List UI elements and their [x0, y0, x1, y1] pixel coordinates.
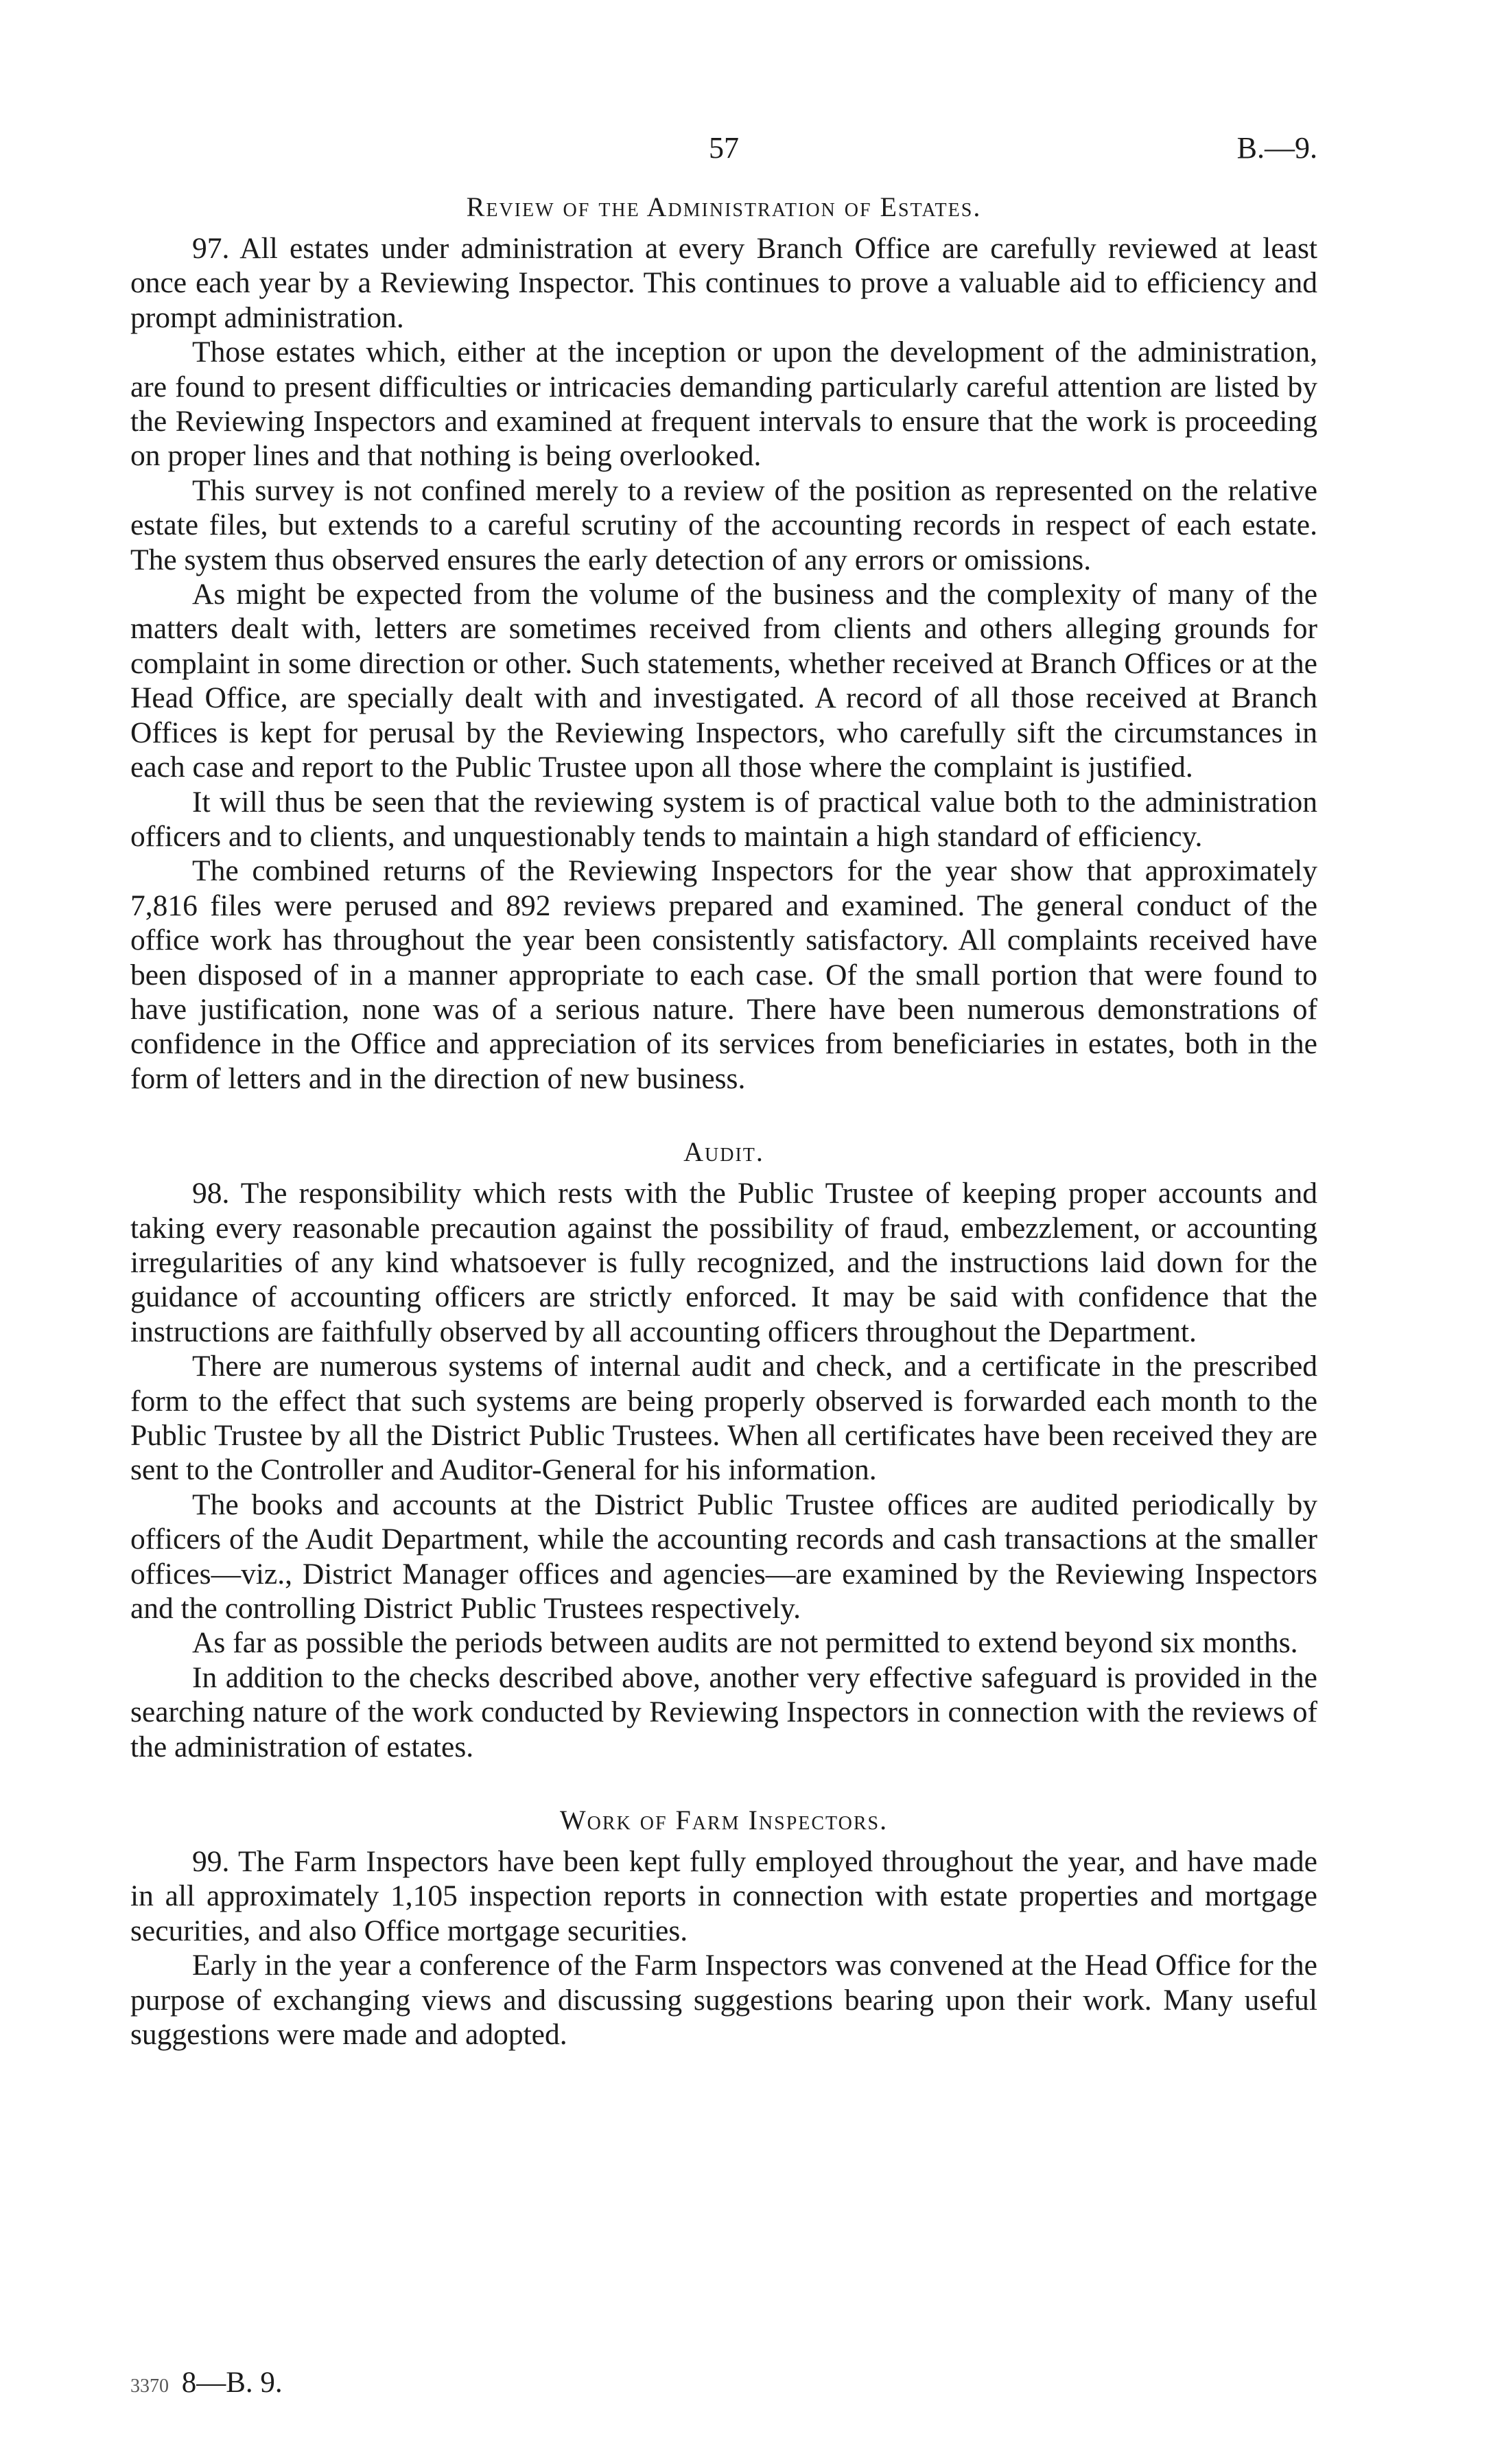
paragraph: As might be expected from the volume of the business and the complexity of many of the matters dealt with, letters are sometimes received from clients and others alleging grounds for complaint in some direction or other. Such statements, whether received at Branch Offices or at the Head Office, are specially dealt with and investigated. A record of all those received at Branch Offices is kept for perusal by the Reviewing Inspectors, who carefully sift the circumstances in each case and report to the Public Trustee upon all those where the complaint is justified. [130, 578, 1317, 784]
section-heading: Audit. [683, 1136, 764, 1168]
paragraph: 98. The responsibility which rests with the Public Trustee of keeping proper accounts and taking every reasonable precaution against the possibility of fraud, embezzlement, or accounting irregularities of any kind whatsoever is fully recognized, and the instructions laid down for the guidance of accounting officers are strictly enforced. It may be said with confidence that the instructions are faithfully observed by all accounting officers throughout the Department. [130, 1177, 1317, 1348]
paragraph: The combined returns of the Reviewing Inspectors for the year show that approximately 7,816 files were perused and 892 reviews prepared and examined. The general conduct of the office work has throughout the year been consistently satisfactory. All complaints received have been disposed of in a manner appropriate to each case. Of the small portion that were found to have justification, none was of a serious nature. There have been numerous demonstrations of confidence in the Office and appreciation of its services from beneficiaries in estates, both in the form of letters and in the direction of new business. [130, 854, 1317, 1095]
paragraph: Those estates which, either at the inception or upon the development of the administration, are found to present difficulties or intricacies demanding particularly careful attention are listed by the Reviewing Inspectors and examined at frequent intervals to ensure that the work is proceeding on proper lines and that nothing is being overlooked. [130, 336, 1317, 473]
section-heading: Review of the Administration of Estates. [466, 191, 982, 222]
section-review-of-estates [130, 191, 1317, 1096]
paragraph: There are numerous systems of internal audit and check, and a certificate in the prescribed form to the effect that such systems are being properly observed is forwarded each month to the Public Trustee by all the District Public Trustees. When all certificates have been received they are sent to the Controller and Auditor-General for his information. [130, 1350, 1317, 1487]
document-reference: B.—9. [1236, 131, 1317, 165]
signature-mark: 8—B. 9. [181, 2367, 283, 2399]
page-footer [130, 2366, 283, 2400]
paragraph: In addition to the checks described above, another very effective safeguard is provided in the searching nature of the work conducted by Reviewing Inspectors in connection with the reviews of the administration of estates. [130, 1661, 1317, 1763]
section-farm-inspectors [130, 1804, 1317, 2052]
paragraph: 99. The Farm Inspectors have been kept fully employed throughout the year, and have made in all approximately 1,105 inspection reports in connection with estate properties and mortgage securities, and also Office mortgage securities. [130, 1845, 1317, 1947]
paragraph: It will thus be seen that the reviewing system is of practical value both to the administration officers and to clients, and unquestionably tends to maintain a high standard of efficiency. [130, 785, 1317, 853]
page-number: 57 [709, 131, 739, 165]
paragraph: The books and accounts at the District Public Trustee offices are audited periodically by officers of the Audit Department, while the accounting records and cash transactions at the smaller offices—viz., District Manager offices and agencies—are examined by the Reviewing Inspectors and the controlling District Public Trustees respectively. [130, 1488, 1317, 1626]
page-header [130, 130, 1317, 178]
printer-mark: 3370 [130, 2375, 169, 2397]
paragraph: 97. All estates under administration at every Branch Office are carefully reviewed at least once each year by a Reviewing Inspector. This continues to prove a valuable aid to efficiency and prompt administration. [130, 232, 1317, 334]
document-page [130, 130, 1317, 2052]
section-heading: Work of Farm Inspectors. [559, 1805, 889, 1836]
paragraph: As far as possible the periods between audits are not permitted to extend beyond six months. [192, 1626, 1298, 1660]
paragraph: Early in the year a conference of the Farm Inspectors was convened at the Head Office for the purpose of exchanging views and discussing suggestions bearing upon their work. Many useful suggestions were made and adopted. [130, 1949, 1317, 2052]
section-audit [130, 1136, 1317, 1764]
paragraph: This survey is not confined merely to a review of the position as represented on the relative estate files, but extends to a careful scrutiny of the accounting records in respect of each estate. The system thus observed ensures the early detection of any errors or omissions. [130, 473, 1317, 576]
